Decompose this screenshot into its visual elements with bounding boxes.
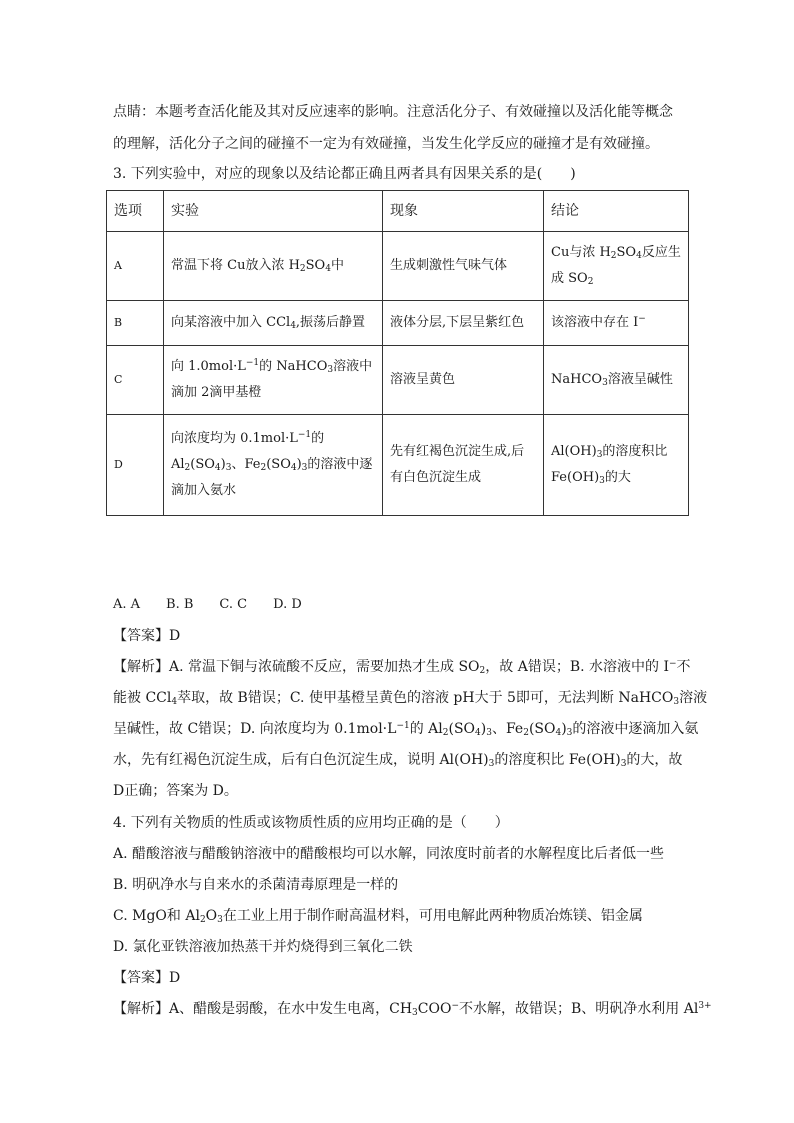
row-phenomenon: 生成刺激性气味气体 bbox=[383, 232, 544, 301]
question-4-option-c: C. MgO和 $Al_2O_3$在工业上用于制作耐高温材料，可用电解此两种物质冶炼镁、铝金属 bbox=[113, 908, 643, 925]
question-4-title: 4. 下列有关物质的性质或该物质性质的应用均正确的是（ ） bbox=[113, 815, 509, 831]
row-option: C bbox=[107, 346, 164, 415]
table-header-row bbox=[107, 191, 689, 232]
row-conclusion: Cu与浓 $H_2SO_4$反应生 成 $SO_2$ bbox=[544, 232, 689, 301]
note-line-1: 点睛：本题考查活化能及其对反应速率的影响。注意活化分子、有效碰撞以及活化能等概念 bbox=[113, 104, 673, 120]
question-3-options: A. A B. B C. C D. D bbox=[113, 597, 302, 612]
row-experiment: 向某溶液中加入 CCl$_4$,振荡后静置 bbox=[164, 301, 383, 346]
table-row bbox=[107, 346, 689, 415]
question-3-explanation-line-3: 呈碱性，故 C错误；D. 向浓度均为 $0.1mol\cdot L^{-1}$的 $Al_2(SO_4)_3$、$Fe_2(SO_4)_3$的溶液中逐滴加入氨 bbox=[113, 721, 699, 738]
header-experiment: 实验 bbox=[164, 191, 383, 232]
table-row bbox=[107, 301, 689, 346]
header-phenomenon: 现象 bbox=[383, 191, 544, 232]
question-4-explanation-line-1: 【解析】A、醋酸是弱酸，在水中发生电离，$CH_3COO^-$不水解，故错误；B、明矾净水利用 $Al^{3+}$ bbox=[113, 1001, 712, 1018]
row-experiment: 向 $1.0mol\cdot L^{-1}$的 NaHCO$_3$溶液中 滴加 2滴甲基橙 bbox=[164, 346, 383, 415]
row-conclusion: 该溶液中存在 I− bbox=[544, 301, 689, 346]
question-3-explanation-line-1: 【解析】A. 常温下铜与浓硫酸不反应，需要加热才生成 $SO_2$，故 A错误；B. 水溶液中的 I−不 bbox=[113, 659, 691, 676]
row-conclusion: NaHCO$_3$溶液呈碱性 bbox=[544, 346, 689, 415]
question-3-explanation-line-2: 能被 CCl$_4$萃取，故 B错误；C. 使甲基橙呈黄色的溶液 pH大于 5即可，无法判断 NaHCO$_3$溶液 bbox=[113, 690, 708, 707]
header-option: 选项 bbox=[107, 191, 164, 232]
row-option: A bbox=[107, 232, 164, 301]
row-experiment: 向浓度均为 $0.1mol\cdot L^{-1}$的 $Al_2(SO_4)_3$、$Fe_2(SO_4)_3$的溶液中逐 滴加入氨水 bbox=[164, 415, 383, 516]
row-conclusion: $Al(OH)_3$的溶度积比 $Fe(OH)_3$的大 bbox=[544, 415, 689, 516]
row-experiment: 常温下将 Cu放入浓 $H_2SO_4$中 bbox=[164, 232, 383, 301]
row-phenomenon: 溶液呈黄色 bbox=[383, 346, 544, 415]
question-4-answer: 【答案】D bbox=[113, 970, 181, 986]
question-4-option-d: D. 氯化亚铁溶液加热蒸干并灼烧得到三氧化二铁 bbox=[113, 939, 413, 955]
note-line-2: 的理解，活化分子之间的碰撞不一定为有效碰撞，当发生化学反应的碰撞才是有效碰撞。 bbox=[113, 136, 659, 152]
row-phenomenon: 先有红褐色沉淀生成,后 有白色沉淀生成 bbox=[383, 415, 544, 516]
question-3-table bbox=[106, 190, 689, 516]
question-3-answer: 【答案】D bbox=[113, 628, 181, 644]
table-row bbox=[107, 415, 689, 516]
row-option: D bbox=[107, 415, 164, 516]
question-3-explanation-line-4: 水，先有红褐色沉淀生成，后有白色沉淀生成，说明 $Al(OH)_3$的溶度积比 $Fe(OH)_3$的大，故 bbox=[113, 752, 683, 769]
header-conclusion: 结论 bbox=[544, 191, 689, 232]
row-option: B bbox=[107, 301, 164, 346]
question-4-option-b: B. 明矾净水与自来水的杀菌清毒原理是一样的 bbox=[113, 877, 399, 893]
question-4-option-a: A. 醋酸溶液与醋酸钠溶液中的醋酸根均可以水解，同浓度时前者的水解程度比后者低一些 bbox=[113, 846, 665, 862]
question-3-explanation-line-5: D正确；答案为 D。 bbox=[113, 783, 238, 799]
row-phenomenon: 液体分层,下层呈紫红色 bbox=[383, 301, 544, 346]
question-3-title: 3. 下列实验中，对应的现象以及结论都正确且两者具有因果关系的是( ) bbox=[113, 166, 576, 182]
table-row bbox=[107, 232, 689, 301]
